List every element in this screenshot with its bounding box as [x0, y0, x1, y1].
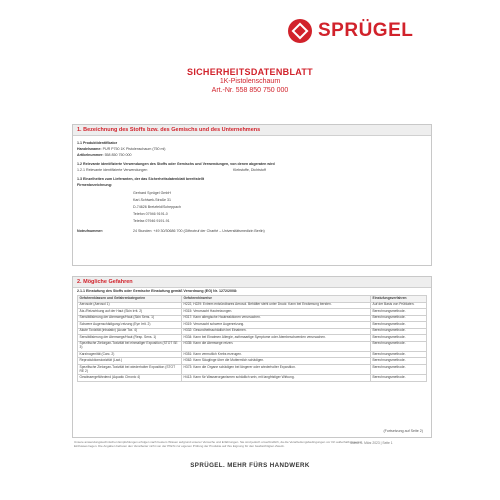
table-row: [78, 364, 427, 374]
table-cell: Aerosole (Aerosol 1): [78, 302, 182, 309]
table-cell: Berechnungsmethode.: [371, 375, 427, 382]
relevant-uses-label: 1.2.1 Relevante identifizierte Verwendungen: [77, 168, 148, 172]
emergency-value: 24 Stunden: +49 30/30686 700 (Giftnotruf der Charité – Universitätsmedizin Berlin): [133, 229, 265, 233]
table-cell: Sensibilisierung der Atemwege/Haut (Skin Sens. 1): [78, 315, 182, 322]
document-date: Stand: 8. März 2023 | Seite 1: [350, 441, 393, 445]
table-cell: Spezifische Zielorgan-Toxizität bei einmaliger Exposition (STOT SE 3): [78, 341, 182, 351]
continued-note: (Fortsetzung auf Seite 2): [383, 429, 423, 433]
table-cell: Berechnungsmethode.: [371, 309, 427, 316]
supplier-heading: 1.3 Einzelheiten zum Lieferanten, der das Sicherheitsdatenblatt bereitstellt: [77, 177, 205, 181]
table-cell: Karzinogenität (Carc. 2): [78, 351, 182, 358]
table-cell: H413: Kann für Wasserorganismen schädlich sein, mit langfristiger Wirkung.: [182, 375, 371, 382]
table-cell: H335: Kann die Atemwege reizen.: [182, 341, 371, 351]
product-identifier-heading: 1.1 Produktidentifikator: [77, 141, 118, 145]
table-row: [78, 375, 427, 382]
company-label: Firmenbezeichnung:: [77, 183, 113, 187]
table-cell: Sensibilisierung der Atemwege/Haut (Resp. Sens. 1): [78, 335, 182, 342]
address-line: Karl-Schiwek-Straße 31: [133, 198, 171, 202]
table-cell: H315: Verursacht Hautreizungen.: [182, 309, 371, 316]
article-number-label: Artikelnummer:: [77, 153, 104, 157]
trade-name-label: Handelsname:: [77, 147, 102, 151]
table-cell: Berechnungsmethode.: [371, 351, 427, 358]
table-cell: H319: Verursacht schwere Augenreizung.: [182, 322, 371, 329]
table-cell: H362: Kann Säuglinge über die Muttermilch schädigen.: [182, 358, 371, 365]
table-cell: H334: Kann bei Einatmen Allergie, asthmaartige Symptome oder Atembeschwerden verursachen.: [182, 335, 371, 342]
document-title: SICHERHEITSDATENBLATT: [187, 67, 313, 77]
column-header: Gefahrenhinweise: [182, 296, 371, 303]
table-cell: Berechnungsmethode.: [371, 358, 427, 365]
address-line: D-74626 Bretzfeld/Scheppach: [133, 205, 181, 209]
table-cell: Spezifische Zielorgan-Toxizität bei wiederholter Exposition (STOT RE 2): [78, 364, 182, 374]
table-cell: Berechnungsmethode.: [371, 328, 427, 335]
table-cell: Ätz-/Reizwirkung auf der Haut (Skin Irrit. 2): [78, 309, 182, 316]
column-header: Einstufungsverfahren: [371, 296, 427, 303]
emergency-label: Notrufnummer:: [77, 229, 104, 233]
brand-logo: [288, 14, 468, 48]
table-cell: Berechnungsmethode.: [371, 364, 427, 374]
disclaimer-text: Unsere anwendungstechnischen Empfehlungen erfolgen nach bestem Wissen aufgrund unserer Versuche und Erfahrungen. Sie sind jedoch unverbindlich, da die Verarbeitungsbedingungen vor Ort außerhalb unseres Einflusses liegen. Die Angaben befreien den Verarbeiter nicht von der Pflicht zur eigenen Prüfung der Produkte auf ihre Eignung für den beabsichtigten Zweck.: [74, 440, 362, 449]
article-number-value: 558 850 750 000: [104, 153, 132, 157]
table-row: [78, 341, 427, 351]
table-cell: Berechnungsmethode.: [371, 322, 427, 329]
table-cell: Akute Toxizität (inhalativ) (Acute Tox. 4): [78, 328, 182, 335]
phone-line: Telefon 07946 9191-0: [133, 212, 168, 216]
table-cell: Schwere Augenschädigung/-reizung (Eye Irrit. 2): [78, 322, 182, 329]
table-cell: Berechnungsmethode.: [371, 315, 427, 322]
section-1-heading: 1. Bezeichnung des Stoffs bzw. des Gemischs und des Unternehmens: [73, 125, 431, 136]
hazard-table: [77, 295, 427, 382]
table-cell: Auf der Basis von Prüfdaten.: [371, 302, 427, 309]
brand-name: SPRÜGEL: [318, 20, 414, 41]
table-cell: Berechnungsmethode.: [371, 341, 427, 351]
product-name: 1K-Pistolenschaum: [219, 78, 281, 85]
trade-name-value: PUR P750 1K Pistolenschaum (750 ml): [102, 147, 166, 151]
brand-logo-icon: [288, 19, 312, 43]
table-cell: H332: Gesundheitsschädlich bei Einatmen.: [182, 328, 371, 335]
table-cell: H317: Kann allergische Hautreaktionen verursachen.: [182, 315, 371, 322]
address-line: Gerhard Sprügel GmbH: [133, 191, 171, 195]
fax-line: Telefax 07946 9191-91: [133, 219, 170, 223]
uses-heading: 1.2 Relevante identifizierte Verwendungen des Stoffs oder Gemischs und Verwendungen, von denen abgeraten wird: [77, 162, 275, 166]
classification-heading: 2.1.1 Einstufung des Stoffs oder Gemische Einstufung gemäß Verordnung (EG) Nr. 1272/2008:: [77, 289, 238, 293]
table-cell: Reproduktionstoxizität (Lact.): [78, 358, 182, 365]
table-cell: H222, H229: Extrem entzündbares Aerosol. Behälter steht unter Druck: Kann bei Erwärmung bersten.: [182, 302, 371, 309]
table-cell: H351: Kann vermutlich Krebs erzeugen.: [182, 351, 371, 358]
column-header: Gefahrenklassen und Gefahrenkategorien: [78, 296, 182, 303]
relevant-uses-value: Klebstoffe, Dichtstoff: [233, 168, 266, 172]
table-cell: Berechnungsmethode.: [371, 335, 427, 342]
footer-slogan: SPRÜGEL. MEHR FÜRS HANDWERK: [190, 462, 310, 469]
table-cell: H373: Kann die Organe schädigen bei längerer oder wiederholter Exposition.: [182, 364, 371, 374]
article-number: Art.-Nr. 558 850 750 000: [211, 87, 289, 94]
section-1: [72, 124, 432, 266]
section-2-heading: 2. Mögliche Gefahren: [73, 277, 431, 288]
table-cell: Gewässergefährdend (Aquatic Chronic 4): [78, 375, 182, 382]
section-2: [72, 276, 432, 438]
